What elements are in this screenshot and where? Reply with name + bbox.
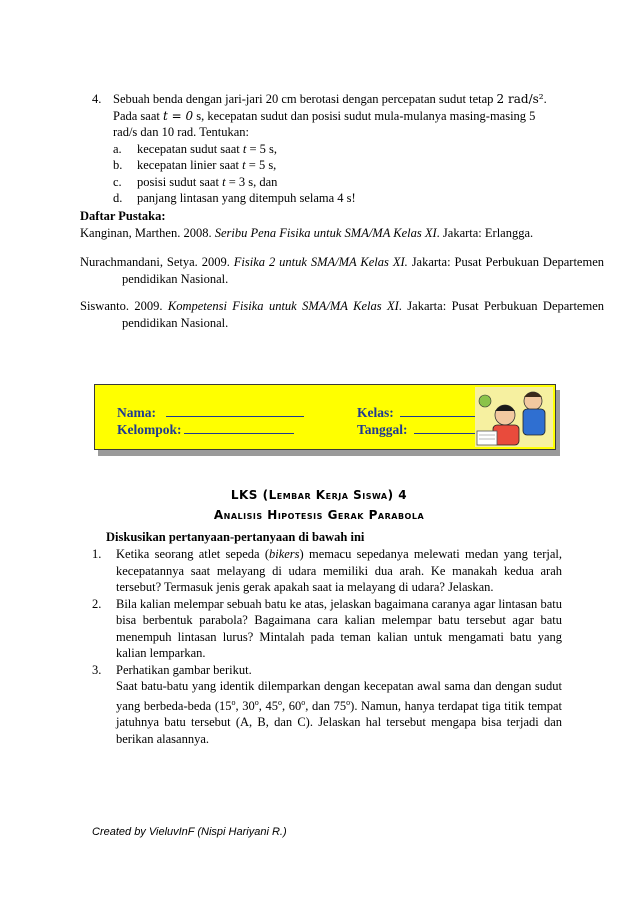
reference-item: Kanginan, Marthen. 2008. Seribu Pena Fisika untuk SMA/MA Kelas XI. Jakarta: Erlangga. (80, 226, 534, 240)
nama-blank (166, 404, 304, 417)
tanggal-blank (414, 421, 480, 434)
question-number: 4. (92, 92, 102, 106)
question-4-line3: rad/s dan 10 rad. Tentukan: (113, 125, 250, 139)
kelompok-field: Kelompok: (117, 421, 294, 438)
nama-field: Nama: (117, 404, 304, 421)
discussion-question-3-body: Saat batu-batu yang identik dilemparkan dengan kecepatan awal sama dan dengan sudut yang berbeda-beda (15$^o$, 30$^o$, 45$^o$, 60$^o$, dan 75$^o$). Namun, hanya terdapat tiga titik tempat jatuhnya batu tersebut (A, B, dan C). Jelaskan hal tersebut mengapa bisa terjadi dan berikan alasannya. (116, 679, 563, 746)
banner-box (94, 384, 556, 450)
kelas-field: Kelas: (357, 404, 476, 421)
question-4 (92, 91, 562, 207)
sub-question: c. posisi sudut saat t = 3 s, dan (113, 174, 278, 189)
students-illustration-icon (475, 387, 553, 447)
discussion-question-3: 3. Perhatikan gambar berikut. Saat batu-batu yang identik dilemparkan dengan kecepatan awal sama dan dengan sudut yang berbeda-beda (15$^o$, 30$^o$, 45$^o$, 60$^o$, dan 75$^o$). Namun, hanya terdapat tiga titik tempat jatuhnya batu tersebut (A, B, dan C). Jelaskan hal tersebut mengapa bisa terjadi dan berikan alasannya. (92, 662, 563, 746)
sub-question: d. panjang lintasan yang ditempuh selama 4 s! (113, 191, 356, 205)
sub-question: a. kecepatan sudut saat t = 5 s, (113, 141, 278, 156)
discussion-question-1: 1. Ketika seorang atlet sepeda (bikers) memacu sepedanya melewati medan yang terjal, kecepatannya saat melayang di udara memiliki dua arah. Ke manakah kedua arah tersebut? Termasuk jenis gerak apakah saat ia melayang di udara? Jelaskan. (92, 547, 562, 594)
worksheet-title: LKS (Lembar Kerja Siswa) 4 (230, 488, 408, 502)
kelompok-blank (184, 421, 294, 434)
question-4-line2: Pada saat t = 0 s, kecepatan sudut dan posisi sudut mula-mulanya masing-masing 5 (113, 108, 536, 123)
discussion-instruction: Diskusikan pertanyaan-pertanyaan di bawah ini (106, 530, 365, 544)
sub-question: b. kecepatan linier saat t = 5 s, (113, 158, 277, 172)
discussion-questions (92, 546, 562, 747)
reference-item: Siswanto. 2009. Kompetensi Fisika untuk SMA/MA Kelas XI. Jakarta: Pusat Perbukuan Departemen pendidikan Nasional. (80, 299, 604, 330)
worksheet-subtitle: Analisis Hipotesis Gerak Parabola (213, 508, 425, 522)
kelas-blank (400, 404, 476, 417)
student-info-banner (94, 384, 566, 454)
question-4-line1: Sebuah benda dengan jari-jari 20 cm berotasi dengan percepatan sudut tetap 2 rad/s². (113, 92, 547, 106)
references-heading: Daftar Pustaka: (80, 209, 166, 223)
sub-question-list (113, 141, 562, 207)
discussion-question-2: 2. Bila kalian melempar sebuah batu ke atas, jelaskan bagaimana caranya agar lintasan batu bisa berbentuk parabola? Bagaimana cara kalian melempar batu tersebut agar batu menempuh lintasan lurus? Mintalah pada teman kalian untuk mengamati batu yang kalian lemparkan. (92, 596, 562, 660)
reference-item: Nurachmandani, Setya. 2009. Fisika 2 untuk SMA/MA Kelas XI. Jakarta: Pusat Perbukuan Departemen pendidikan Nasional. (80, 255, 604, 286)
tanggal-field: Tanggal: (357, 421, 480, 438)
page-footer: Created by VieluvInF (Nispi Hariyani R.) (92, 826, 287, 838)
